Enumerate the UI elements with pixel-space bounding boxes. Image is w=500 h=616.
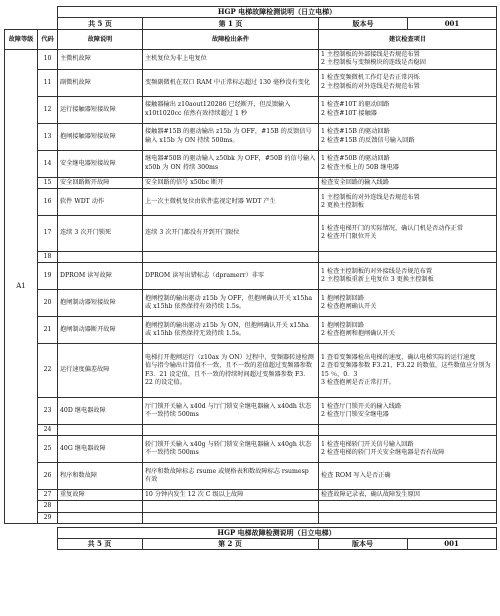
- fault-condition: 电梯打开抱闸运行（z10ax 为 ON）过程中，变频器转速检测值与指令输出计算值不一致，且不一致的差值超过变频器参数 F3．21 设定值，且不一致的持续时间超过变频器参数 F3．22 的设定值。: [143, 344, 319, 398]
- fault-description: 安全回路断开故障: [58, 177, 143, 188]
- fault-description: 安全继电器短接故障: [58, 150, 143, 177]
- table-row: [5, 425, 497, 436]
- table-row: [5, 188, 497, 215]
- next-version-label: 版本号: [318, 538, 407, 549]
- column-condition: 故障检出条件: [143, 30, 319, 50]
- suggested-check: 1 检查电梯轿门开关信号输入回路 2 检查电梯的轿门开关安全继电器是否有故障: [319, 436, 497, 463]
- fault-condition: 连续 3 次开门都没有开到开门限位: [143, 215, 319, 251]
- table-row: [5, 150, 497, 177]
- fault-code: 10: [38, 50, 58, 69]
- table-row: [5, 398, 497, 425]
- fault-description: 副微机故障: [58, 69, 143, 96]
- fault-description: 程序和数故障: [58, 463, 143, 490]
- suggested-check: 检查安全回路的输入线路: [319, 177, 497, 188]
- next-page-title: HGP 电梯故障检测说明（日立电梯）: [57, 527, 496, 538]
- fault-condition: DPROM 读写出错标志（dpramerr）非零: [143, 263, 319, 290]
- suggested-check: [319, 425, 497, 436]
- table-row: [5, 463, 497, 490]
- fault-description: 运行接触器短接故障: [58, 96, 143, 123]
- suggested-check: 1 检查变频微机工作灯是否正常闪烁 2 主控制板的对外连线是否规范布置: [319, 69, 497, 96]
- table-row: [5, 290, 497, 317]
- next-version-value: 001: [407, 538, 496, 549]
- suggested-check: 1 查看变频器检出电梯的速度，确认电梯实际的运行速度 2 查看变频器参数 F3.21、F3.22 的数值，这些数值应分别为 15 ％、0．3 3 检查抱闸是否正常打开。: [319, 344, 497, 398]
- fault-condition: 厅门锁开关输入 x40d 与厅门锁安全继电器输入 x40dh 状态不一致持续 500ms: [143, 398, 319, 425]
- table-row: [5, 263, 497, 290]
- column-code: 代码: [38, 30, 58, 50]
- next-total-pages: 共 5 页: [57, 538, 142, 549]
- fault-code: 23: [38, 398, 58, 425]
- fault-code: 15: [38, 177, 58, 188]
- fault-description: 软件 WDT 动作: [58, 188, 143, 215]
- fault-description: 40D 继电器故障: [58, 398, 143, 425]
- table-row: [5, 512, 497, 523]
- version-cell: [319, 18, 497, 30]
- suggested-check: 1 主控制板的对外连线是否规范布置 2 更换主控制板: [319, 188, 497, 215]
- fault-description: DPROM 读写故障: [58, 263, 143, 290]
- fault-code: 19: [38, 263, 58, 290]
- fault-description: 运行速度偏差故障: [58, 344, 143, 398]
- header-blank: [5, 7, 58, 30]
- fault-code: 29: [38, 512, 58, 523]
- fault-description: [58, 512, 143, 523]
- column-check: 建议检查项目: [319, 30, 497, 50]
- suggested-check: 1 检查厅门锁开关的输入线路 2 检查厅门锁安全继电器: [319, 398, 497, 425]
- fault-condition: 主机复位为非上电复位: [143, 50, 319, 69]
- fault-code: 13: [38, 123, 58, 150]
- fault-condition: 继电器#50B 的驱动输入 z50bk 为 OFF，#50B 的信号输入 x50b 为 ON 持续 300ms: [143, 150, 319, 177]
- fault-condition: 安全回路的信号 x50bc 断开: [143, 177, 319, 188]
- column-description: 故障说明: [58, 30, 143, 50]
- fault-description: 抱闸制动器短接故障: [58, 290, 143, 317]
- fault-code: 22: [38, 344, 58, 398]
- fault-condition: [143, 425, 319, 436]
- fault-code: 14: [38, 150, 58, 177]
- fault-description: 抱闸制动器断开故障: [58, 317, 143, 344]
- table-row: [5, 123, 497, 150]
- fault-condition: [143, 501, 319, 512]
- fault-code: 24: [38, 425, 58, 436]
- fault-code: 21: [38, 317, 58, 344]
- table-row: [5, 490, 497, 501]
- fault-code: 27: [38, 490, 58, 501]
- fault-code: 25: [38, 436, 58, 463]
- fault-description: 重复故障: [58, 490, 143, 501]
- fault-description: [58, 425, 143, 436]
- fault-code: 11: [38, 69, 58, 96]
- suggested-check: 1 检查#10T 的驱动回路 2 检查#10T 接触器: [319, 96, 497, 123]
- fault-condition: [143, 251, 319, 262]
- fault-code: 18: [38, 251, 58, 262]
- next-page-number: 第 2 页: [142, 538, 318, 549]
- table-row: [5, 50, 497, 69]
- fault-code: 20: [38, 290, 58, 317]
- next-page-header: [4, 527, 497, 550]
- suggested-check: 检查故障记录表，确认故障发生原因: [319, 490, 497, 501]
- fault-code: 12: [38, 96, 58, 123]
- table-row: [5, 501, 497, 512]
- fault-condition: 程序和数故障标志 rsume 或规格表和数故障标志 rsumesp 有效: [143, 463, 319, 490]
- suggested-check: [319, 251, 497, 262]
- fault-condition: 接触器#15B 的驱动输出 z15b 为 OFF，#15B 的反馈信号输入 x15b 为 ON 持续 500ms。: [143, 123, 319, 150]
- table-row: [5, 177, 497, 188]
- fault-code: 16: [38, 188, 58, 215]
- table-row: [5, 69, 497, 96]
- suggested-check: 检查 ROM 写入是否正确: [319, 463, 497, 490]
- suggested-check: [319, 512, 497, 523]
- table-row: [5, 344, 497, 398]
- fault-description: 连续 3 次开门锁死: [58, 215, 143, 251]
- footer-blank-2: [4, 538, 57, 549]
- table-row: [5, 96, 497, 123]
- table-row: [5, 436, 497, 463]
- table-row: [5, 215, 497, 251]
- document-title: HGP 电梯故障检测说明（日立电梯）: [58, 7, 497, 18]
- fault-table: [4, 6, 497, 524]
- fault-condition: 接触器输出 z10aout120286 已经断开，但反馈输入 x10t1020cc 依然有效持续超过 1 秒: [143, 96, 319, 123]
- fault-code: 28: [38, 501, 58, 512]
- fault-description: [58, 501, 143, 512]
- suggested-check: 1 检查电梯开门的实际情况，确认门机是否动作正常 2 检查开门限位开关: [319, 215, 497, 251]
- suggested-check: 1 抱闸控制回路 2 检查抱闸确认开关: [319, 290, 497, 317]
- suggested-check: 1 主控制板的外部接线是否规范布置 2 主控制板与变频模块的连线是否稳固: [319, 50, 497, 69]
- version-value: 001: [444, 18, 460, 28]
- fault-description: [58, 251, 143, 262]
- suggested-check: [319, 501, 497, 512]
- fault-condition: 抱闸控制的输出驱动 z15b 为 ON，但抱闸确认开关 x15ha 或 x15hb 依然保持无效持续 1.5s。: [143, 317, 319, 344]
- version-label: 版本号: [319, 18, 408, 29]
- suggested-check: 1 检查主控制板的对外接线是否规范布置 2 主控制板重新上电复位 3 更换主控制板: [319, 263, 497, 290]
- fault-grade: A1: [5, 50, 38, 524]
- fault-condition: [143, 512, 319, 523]
- suggested-check: 1 检查#50B 的驱动回路 2 检查主板上的 50B 继电器: [319, 150, 497, 177]
- column-grade: 故障等级: [5, 30, 38, 50]
- suggested-check: 1 检查#15B 的驱动回路 2 检查#15B 的反馈信号输入回路: [319, 123, 497, 150]
- fault-description: 主微机故障: [58, 50, 143, 69]
- total-pages: 共 5 页: [58, 18, 143, 30]
- table-row: [5, 251, 497, 262]
- table-row: [5, 317, 497, 344]
- fault-condition: 轿门锁开关输入 x40g 与轿门锁安全继电器输入 x40gh 状态不一致持续 500ms: [143, 436, 319, 463]
- footer-blank: [4, 527, 57, 538]
- fault-code: 26: [38, 463, 58, 490]
- page-number: 第 1 页: [143, 18, 319, 30]
- fault-condition: 变频副微机在双口 RAM 中正常标志超过 130 毫秒没有变化: [143, 69, 319, 96]
- fault-description: 40G 继电器故障: [58, 436, 143, 463]
- fault-code: 17: [38, 215, 58, 251]
- suggested-check: 1 抱闸控制回路 2 检查抱闸和抱闸确认开关: [319, 317, 497, 344]
- fault-condition: 上一次主微机复位由软件监视定时器 WDT 产生: [143, 188, 319, 215]
- fault-condition: 10 分钟内发生 12 次 C 级以上故障: [143, 490, 319, 501]
- fault-description: 抱闸接触器短接故障: [58, 123, 143, 150]
- fault-condition: 抱闸控制的输出驱动 z15b 为 OFF，但抱闸确认开关 x15ha 或 x15hb 依然保持有效持续 1.5s。: [143, 290, 319, 317]
